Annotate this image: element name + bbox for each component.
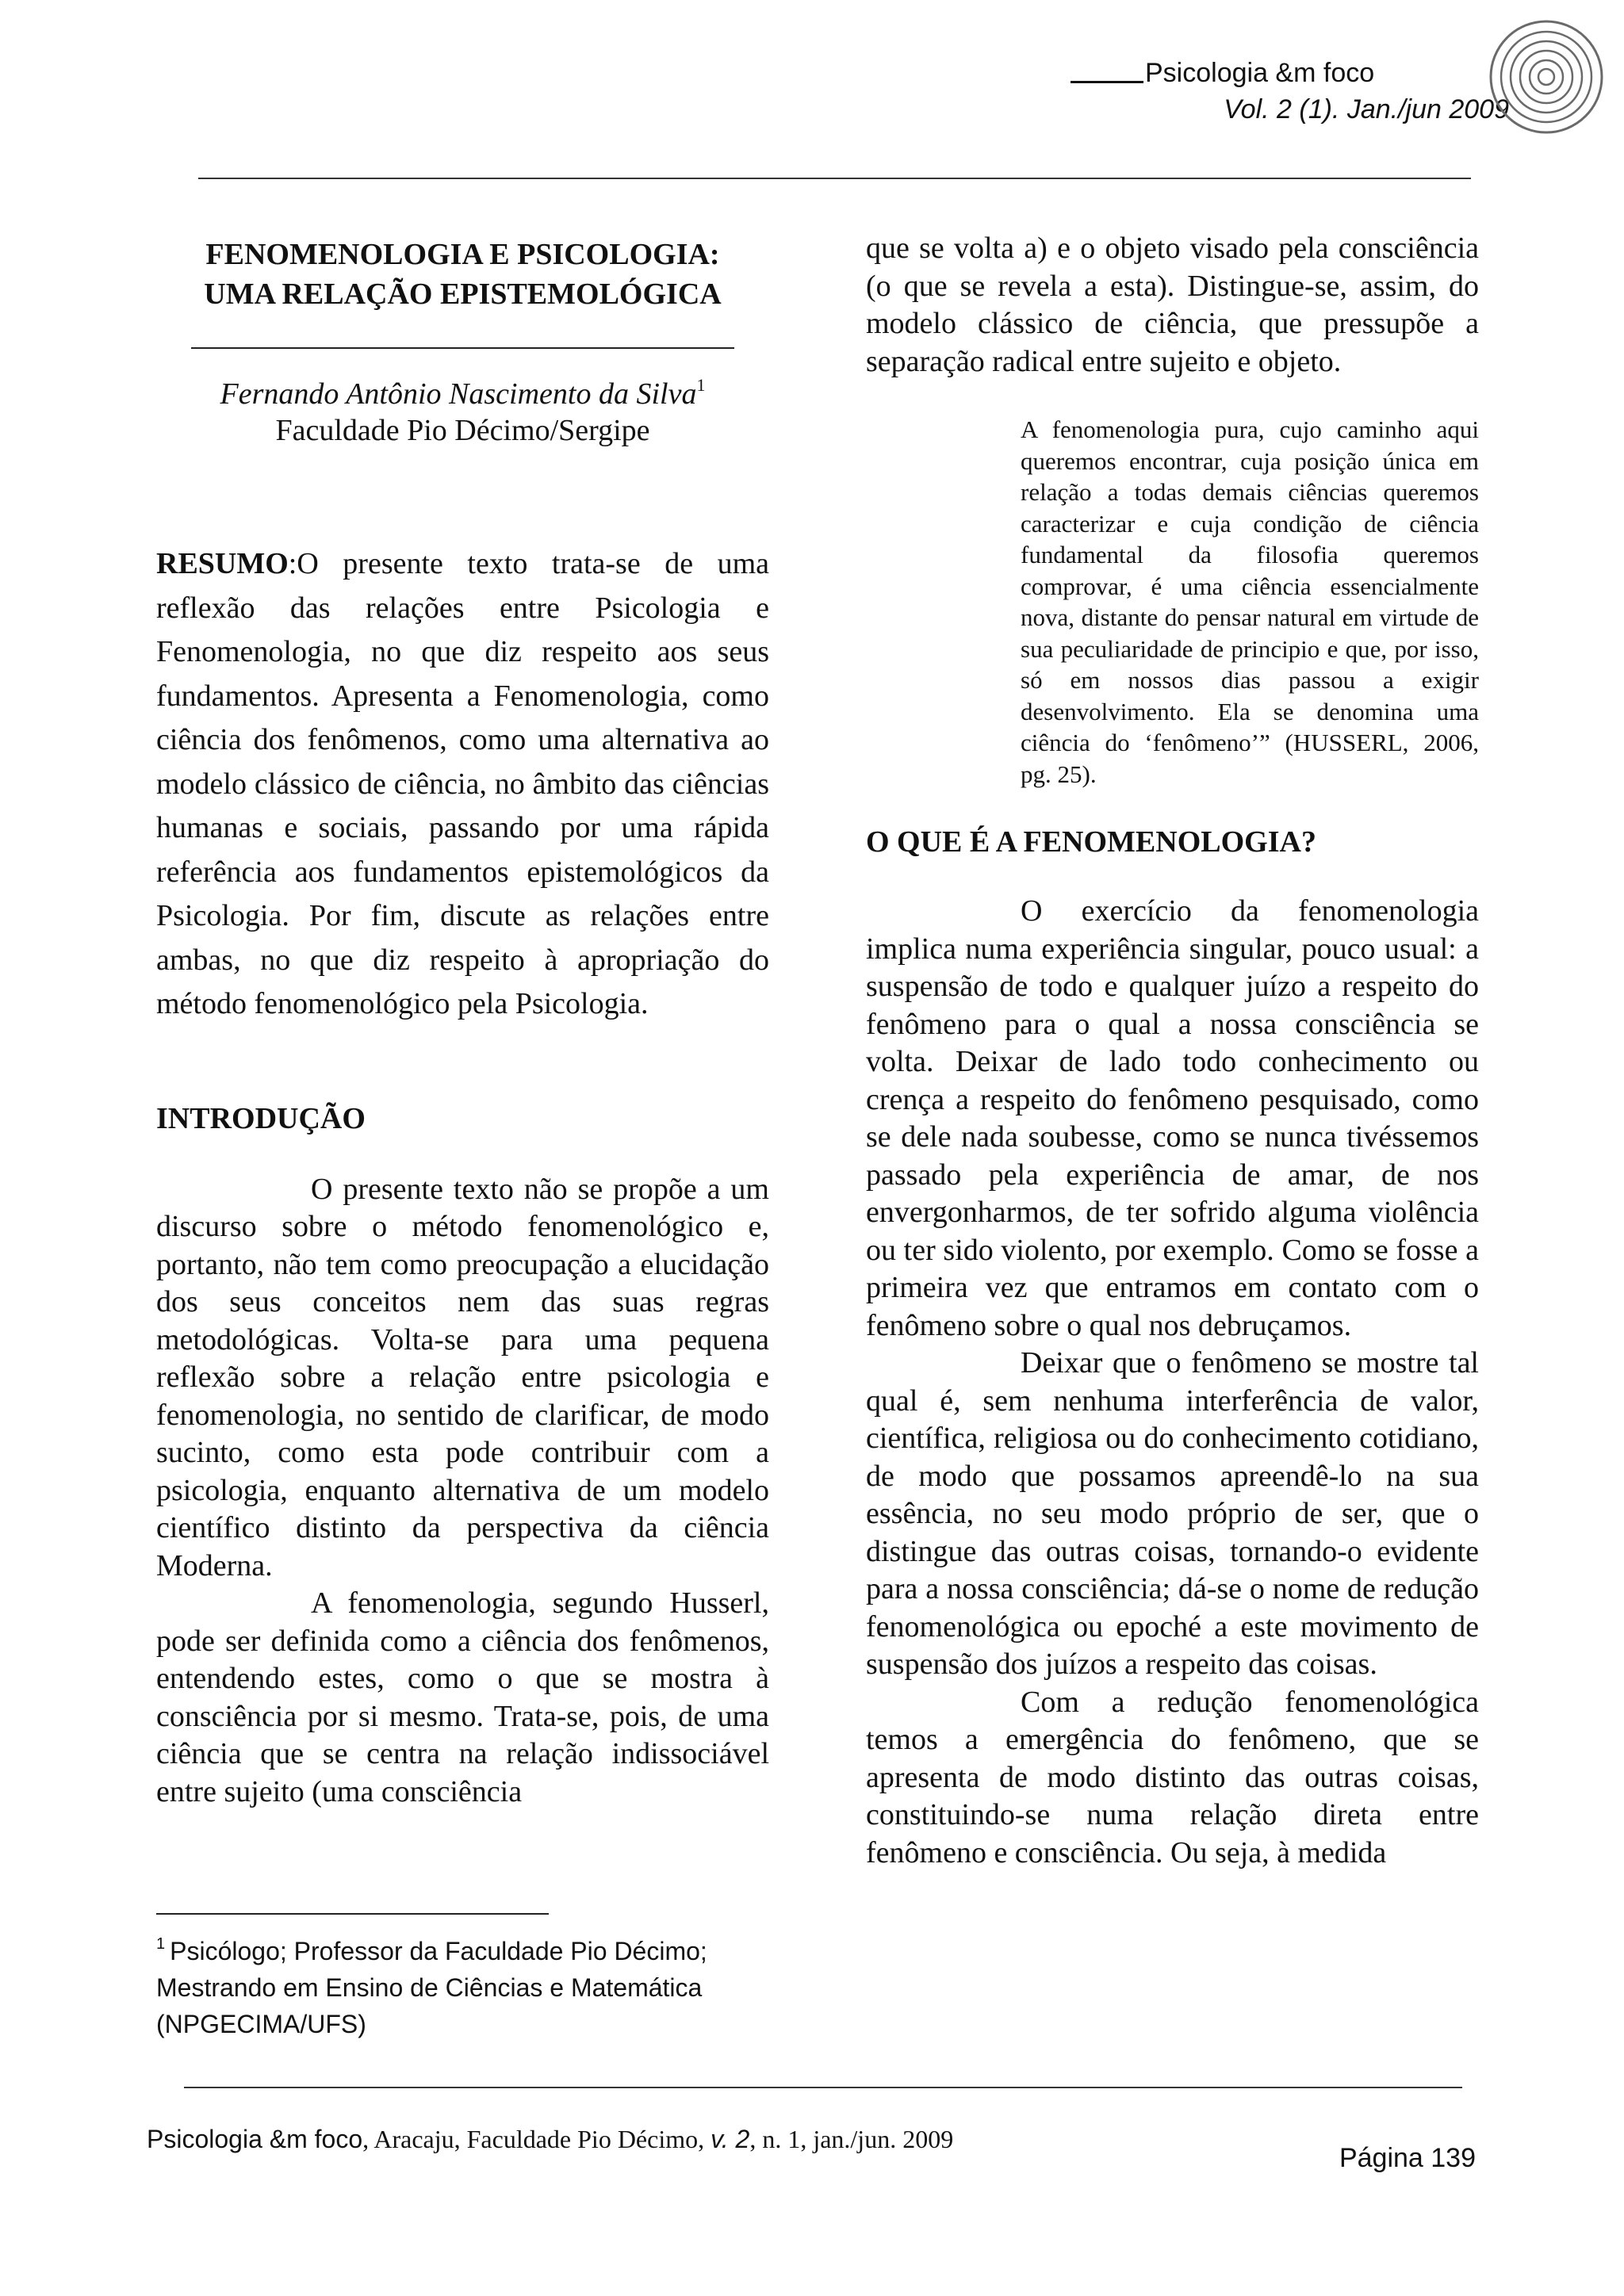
section-heading-fenomenologia: O QUE É A FENOMENOLOGIA? xyxy=(866,825,1316,859)
abstract-label: RESUMO xyxy=(156,547,289,580)
title-divider xyxy=(191,347,734,349)
header-blank-line xyxy=(1071,57,1143,83)
header-divider xyxy=(198,178,1471,179)
intro-paragraph-1: O presente texto não se propõe a um discurso sobre o método fenomenológico e, portanto, não tem como preocupação a elucidação dos seus conceitos nem das suas regras metodológicas. Volta-se para uma pequena reflexão sobre a relação entre psicologia e fenomenologia, no sentido de clarificar, de modo sucinto, como esta pode contribuir com a psicologia, enquanto alternativa de um modelo científico distinto da perspectiva da ciência Moderna. xyxy=(156,1172,769,1582)
page-number: Página 139 xyxy=(1339,2143,1476,2173)
article-title xyxy=(156,235,769,314)
concentric-circles-logo-icon xyxy=(1487,17,1606,136)
section-heading-introducao: INTRODUÇÃO xyxy=(156,1101,366,1135)
footnote-line-1: Psicólogo; Professor da Faculdade Pio Décimo; xyxy=(170,1937,707,1965)
intro-paragraph-2: A fenomenologia, segundo Husserl, pode ser definida como a ciência dos fenômenos, entendendo estes, como o que se mostra à consciência por si mesmo. Trata-se, pois, de uma ciência que se centra na relação indissociável entre sujeito (uma consciência xyxy=(156,1586,769,1808)
footnote-number: 1 xyxy=(156,1935,166,1953)
footer-place: , Aracaju, Faculdade Pio Décimo, xyxy=(362,2125,711,2153)
right-paragraph-continued: que se volta a) e o objeto visado pela consciência (o que se revela a esta). Distingue-se, assim, do modelo clássico de ciência, que pressupõe a separação radical entre sujeito e objeto. xyxy=(866,232,1479,378)
abstract-text: :O presente texto trata-se de uma reflexão das relações entre Psicologia e Fenomenologia, no que diz respeito aos seus fundamentos. Apresenta a Fenomenologia, como ciência dos fenômenos, como uma alternativa ao modelo clássico de ciência, no âmbito das ciências humanas e sociais, passando por uma rápida referência aos fundamentos epistemológicos da Psicologia. Por fim, discute as relações entre ambas, no que diz respeito à apropriação do método fenomenológico pela Psicologia. xyxy=(156,547,769,1020)
footer-journal: Psicologia &m foco xyxy=(147,2125,363,2153)
right-column xyxy=(866,230,1479,1872)
footer-divider xyxy=(184,2087,1462,2088)
footer-citation xyxy=(147,2123,953,2155)
author-affiliation: Faculdade Pio Décimo/Sergipe xyxy=(275,414,650,447)
title-line-1: FENOMENOLOGIA E PSICOLOGIA: xyxy=(205,238,720,271)
header-journal-text: Psicologia &m foco xyxy=(1145,58,1375,88)
block-quote: A fenomenologia pura, cujo caminho aqui queremos encontrar, cuja posição única em relação a todas demais ciências queremos caracterizar e cuja condição de ciência fundamental da filosofia queremos comprovar, é uma ciência essencialmente nova, distante do pensar natural em virtude de sua peculiaridade de principio e que, por isso, só em nossos dias passou a exigir desenvolvimento. Ela se denomina uma ciência do ‘fenômeno’” (HUSSERL, 2006, pg. 25). xyxy=(1021,415,1479,788)
left-column xyxy=(156,230,769,1811)
footnote-mark[interactable]: 1 xyxy=(696,375,706,395)
abstract xyxy=(156,542,769,1027)
author-name: Fernando Antônio Nascimento da Silva xyxy=(220,377,697,411)
footer-volume: v. 2 xyxy=(710,2125,750,2153)
header-volume: Vol. 2 (1). Jan./jun 2009 xyxy=(1224,94,1509,124)
right-paragraph-2: Deixar que o fenômeno se mostre tal qual é, sem nenhuma interferência de valor, científica, religiosa ou do conhecimento cotidiano, de modo que possamos apreendê-lo na sua essência, no seu modo próprio de ser, que o distingue das outras coisas, tornando-o evidente para a nossa consciência; dá-se o nome de redução fenomenológica ou epoché a este movimento de suspensão dos juízos a respeito das coisas. xyxy=(866,1346,1479,1681)
footnote-divider xyxy=(156,1913,549,1915)
header-journal-name xyxy=(1071,55,1374,90)
right-paragraph-3: Com a redução fenomenológica temos a emergência do fenômeno, que se apresenta de modo distinto das outras coisas, constituindo-se numa relação direta entre fenômeno e consciência. Ou seja, à medida xyxy=(866,1685,1479,1869)
footnote-line-3: (NPGECIMA/UFS) xyxy=(156,2010,366,2038)
title-line-2: UMA RELAÇÃO EPISTEMOLÓGICA xyxy=(204,277,722,311)
footnote xyxy=(156,1933,783,2042)
author-block xyxy=(156,376,769,449)
footnote-line-2: Mestrando em Ensino de Ciências e Matemática xyxy=(156,1973,703,2002)
right-paragraph-1: O exercício da fenomenologia implica numa experiência singular, pouco usual: a suspensão de todo e qualquer juízo a respeito do fenômeno para o qual a nossa consciência se volta. Deixar de lado todo conhecimento ou crença a respeito do fenômeno pesquisado, como se dele nada soubesse, como se nunca tivéssemos passado pela experiência de amar, de nos envergonharmos, de ter sofrido alguma violência ou ter sido violento, por exemplo. Como se fosse a primeira vez que entramos em contato com o fenômeno sobre o qual nos debruçamos. xyxy=(866,894,1479,1342)
footer-issue: , n. 1, jan./jun. 2009 xyxy=(749,2125,954,2153)
